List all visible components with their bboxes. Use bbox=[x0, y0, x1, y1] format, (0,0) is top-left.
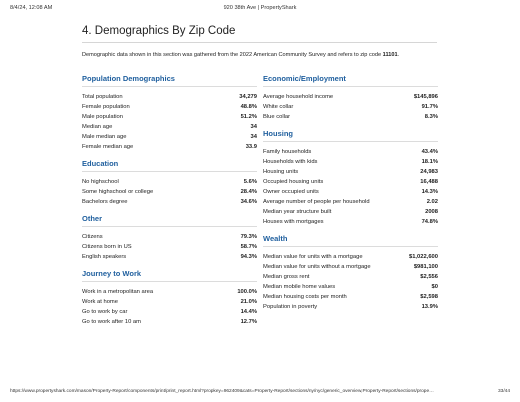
stat-row bbox=[263, 177, 438, 187]
section-wealth bbox=[263, 233, 438, 312]
section-education bbox=[82, 158, 257, 207]
stat-row bbox=[263, 302, 438, 312]
stat-row bbox=[82, 197, 257, 207]
stat-label: White collar bbox=[263, 103, 294, 110]
section-heading: Housing bbox=[263, 129, 293, 138]
section-heading: Education bbox=[82, 159, 119, 168]
stat-value: 94.3% bbox=[240, 253, 257, 260]
right-column bbox=[263, 73, 438, 312]
print-url: https://www.propertyshark.com/mason/Property-Report/components/print/print_report.html?propkey=962409&cats=Property-Report/sections/ny/nyc/generic_overview,Property-Report/sections/prope… bbox=[10, 389, 434, 394]
section-housing bbox=[263, 128, 438, 227]
stat-value: 58.7% bbox=[240, 243, 257, 250]
stat-label: Family households bbox=[263, 148, 312, 155]
stat-row bbox=[263, 112, 438, 122]
intro-text bbox=[82, 52, 399, 58]
stat-value: 34.6% bbox=[240, 198, 257, 205]
stat-row bbox=[82, 232, 257, 242]
stat-label: Go to work by car bbox=[82, 308, 128, 315]
stat-label: Total population bbox=[82, 93, 123, 100]
stat-row bbox=[82, 187, 257, 197]
stat-label: Housing units bbox=[263, 168, 299, 175]
stat-value: $2,556 bbox=[420, 273, 438, 280]
section-divider bbox=[82, 281, 257, 282]
title-divider bbox=[82, 42, 437, 43]
section-divider bbox=[82, 86, 257, 87]
stat-row bbox=[263, 187, 438, 197]
stat-value: 51.2% bbox=[240, 113, 257, 120]
stat-row bbox=[82, 177, 257, 187]
stat-row bbox=[82, 287, 257, 297]
stat-label: Citizens born in US bbox=[82, 243, 132, 250]
section-divider bbox=[263, 246, 438, 247]
stat-row bbox=[263, 217, 438, 227]
stat-value: 91.7% bbox=[421, 103, 438, 110]
stat-value: $0 bbox=[431, 283, 438, 290]
section-heading: Population Demographics bbox=[82, 74, 175, 83]
stat-row bbox=[263, 157, 438, 167]
stat-value: 2008 bbox=[425, 208, 438, 215]
stat-value: 14.4% bbox=[240, 308, 257, 315]
stat-row bbox=[82, 317, 257, 327]
stat-row bbox=[82, 142, 257, 152]
stat-row bbox=[82, 297, 257, 307]
stat-row bbox=[263, 282, 438, 292]
stat-row bbox=[82, 102, 257, 112]
stat-label: Some highschool or college bbox=[82, 188, 154, 195]
stat-row bbox=[263, 292, 438, 302]
stat-label: Work at home bbox=[82, 298, 118, 305]
stat-label: English speakers bbox=[82, 253, 127, 260]
stat-label: No highschool bbox=[82, 178, 119, 185]
intro-zip-code: 11101 bbox=[382, 52, 398, 58]
stat-value: 28.4% bbox=[240, 188, 257, 195]
stat-value: $981,100 bbox=[413, 263, 438, 270]
stat-label: Median age bbox=[82, 123, 113, 130]
stat-row bbox=[263, 197, 438, 207]
stat-row bbox=[82, 252, 257, 262]
stat-label: Median mobile home values bbox=[263, 283, 336, 290]
section-heading: Journey to Work bbox=[82, 269, 142, 278]
stat-value: 33.9 bbox=[245, 143, 257, 150]
stat-row bbox=[263, 167, 438, 177]
stat-label: Female population bbox=[82, 103, 130, 110]
stat-value: 48.8% bbox=[240, 103, 257, 110]
stat-value: $145,896 bbox=[413, 93, 438, 100]
stat-label: Male population bbox=[82, 113, 123, 120]
stat-value: 18.1% bbox=[421, 158, 438, 165]
stat-value: 34 bbox=[250, 133, 257, 140]
stat-value: 24,983 bbox=[420, 168, 438, 175]
stat-label: Houses with mortgages bbox=[263, 218, 324, 225]
stat-value: 100.0% bbox=[237, 288, 257, 295]
page-number: 33/44 bbox=[497, 389, 510, 394]
stat-row bbox=[263, 207, 438, 217]
stat-label: Median housing costs per month bbox=[263, 293, 347, 300]
stat-label: Median year structure built bbox=[263, 208, 332, 215]
left-column bbox=[82, 73, 257, 327]
stat-row bbox=[82, 122, 257, 132]
stat-label: Female median age bbox=[82, 143, 134, 150]
stat-value: 14.3% bbox=[421, 188, 438, 195]
stat-label: Households with kids bbox=[263, 158, 318, 165]
stat-row bbox=[263, 147, 438, 157]
section-economic-employment bbox=[263, 73, 438, 122]
stat-label: Work in a metropolitan area bbox=[82, 288, 154, 295]
stat-value: 34,279 bbox=[239, 93, 257, 100]
intro-end: . bbox=[397, 52, 400, 58]
section-divider bbox=[263, 86, 438, 87]
stat-label: Owner occupied units bbox=[263, 188, 319, 195]
stat-label: Blue collar bbox=[263, 113, 291, 120]
stat-value: 43.4% bbox=[421, 148, 438, 155]
stat-row bbox=[82, 242, 257, 252]
stat-value: 12.7% bbox=[240, 318, 257, 325]
stat-label: Average number of people per household bbox=[263, 198, 370, 205]
section-heading: Economic/Employment bbox=[263, 74, 346, 83]
section-heading: Other bbox=[82, 214, 103, 223]
stat-value: 5.6% bbox=[243, 178, 257, 185]
stat-value: 34 bbox=[250, 123, 257, 130]
print-date: 8/4/24, 12:08 AM bbox=[10, 5, 53, 11]
stat-row bbox=[263, 92, 438, 102]
section-divider bbox=[82, 171, 257, 172]
stat-label: Median value for units without a mortgage bbox=[263, 263, 371, 270]
section-divider bbox=[263, 141, 438, 142]
stat-value: 8.3% bbox=[424, 113, 438, 120]
stat-label: Citizens bbox=[82, 233, 103, 240]
section-journey-to-work bbox=[82, 268, 257, 327]
stat-value: $2,598 bbox=[420, 293, 438, 300]
stat-row bbox=[82, 307, 257, 317]
stat-value: 79.3% bbox=[240, 233, 257, 240]
stat-value: 13.9% bbox=[421, 303, 438, 310]
stat-row bbox=[263, 102, 438, 112]
stat-label: Go to work after 10 am bbox=[82, 318, 141, 325]
stat-row bbox=[263, 262, 438, 272]
section-heading: Wealth bbox=[263, 234, 288, 243]
stat-label: Median value for units with a mortgage bbox=[263, 253, 363, 260]
stat-value: 16,488 bbox=[420, 178, 438, 185]
section-other bbox=[82, 213, 257, 262]
page-title: 4. Demographics By Zip Code bbox=[82, 25, 236, 37]
stat-row bbox=[82, 92, 257, 102]
stat-row bbox=[82, 132, 257, 142]
print-header bbox=[10, 5, 510, 15]
stat-value: 21.0% bbox=[240, 298, 257, 305]
stat-row bbox=[263, 252, 438, 262]
stat-label: Population in poverty bbox=[263, 303, 318, 310]
stat-label: Occupied housing units bbox=[263, 178, 324, 185]
print-page-title: 920 38th Ave | PropertyShark bbox=[223, 5, 297, 11]
stat-value: 74.8% bbox=[421, 218, 438, 225]
stat-value: 2.02 bbox=[426, 198, 438, 205]
stat-row bbox=[263, 272, 438, 282]
stat-label: Bachelors degree bbox=[82, 198, 128, 205]
stat-label: Male median age bbox=[82, 133, 127, 140]
stat-label: Median gross rent bbox=[263, 273, 310, 280]
stat-value: $1,022,600 bbox=[408, 253, 438, 260]
stat-label: Average household income bbox=[263, 93, 334, 100]
section-population-demographics bbox=[82, 73, 257, 152]
intro-sentence: Demographic data shown in this section was gathered from the 2022 American Community Survey and refers to zip code bbox=[82, 52, 383, 58]
section-divider bbox=[82, 226, 257, 227]
stat-row bbox=[82, 112, 257, 122]
